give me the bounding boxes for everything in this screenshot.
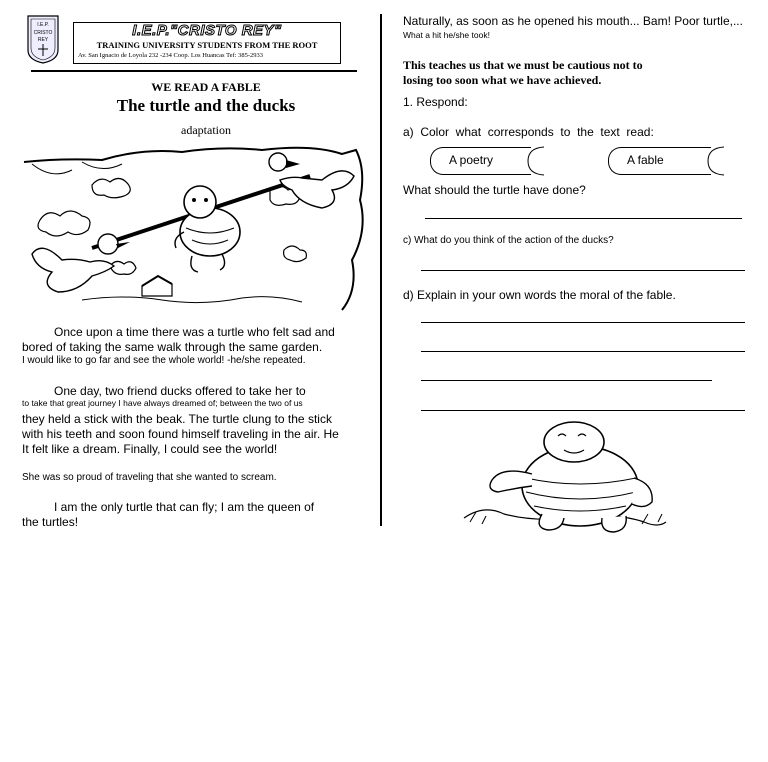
section-label: WE READ A FABLE: [151, 80, 261, 94]
para2-line4: with his teeth and soon found himself traveling in the air. He: [22, 427, 339, 441]
school-address: Av. San Ignacio de Loyola 232 -234 Coop. Los Huancas Tef: 385-2933: [78, 52, 263, 59]
question-b: What should the turtle have done?: [403, 183, 586, 197]
para2-line3: they held a stick with the beak. The turtle clung to the stick: [22, 412, 332, 426]
crest-text-3: REY: [37, 37, 49, 43]
choice-poetry-label: A poetry: [449, 153, 494, 167]
answer-line-b[interactable]: [425, 218, 742, 219]
turtle-ducks-illustration: [22, 140, 368, 312]
para2-line2: to take that great journey I have always dreamed of; between the two of us: [22, 398, 303, 408]
moral-line-2: losing too soon what we have achieved.: [403, 73, 602, 87]
school-motto: TRAINING UNIVERSITY STUDENTS FROM THE ROOT: [96, 40, 318, 50]
choice-fable-cap: [702, 146, 726, 176]
answer-line-c[interactable]: [421, 270, 745, 271]
para1-line2: bored of taking the same walk through the same garden.: [22, 340, 323, 354]
fable-title: The turtle and the ducks: [116, 96, 296, 115]
para1-line3: I would like to go far and see the whole world! -he/she repeated.: [22, 355, 306, 366]
crest-text-2: CRISTO: [33, 30, 53, 36]
moral-line-1: This teaches us that we must be cautious not to: [403, 58, 643, 72]
answer-line-d-3[interactable]: [421, 380, 712, 381]
para3: She was so proud of traveling that she wanted to scream.: [22, 472, 277, 483]
question-d: d) Explain in your own words the moral of the fable.: [403, 288, 676, 302]
question-c: c) What do you think of the action of the ducks?: [403, 235, 614, 246]
choice-poetry-cap: [522, 146, 546, 176]
para4-line2: the turtles!: [22, 515, 79, 529]
question-a: a) Color what corresponds to the text read:: [403, 125, 654, 139]
choice-fable[interactable]: [608, 147, 711, 175]
school-crest-logo: [26, 14, 60, 64]
fable-subtitle: adaptation: [181, 123, 231, 137]
story-continuation-2: What a hit he/she took!: [403, 30, 490, 40]
para2-line5: It felt like a dream. Finally, I could see the world!: [22, 442, 278, 456]
header-rule: [31, 70, 357, 72]
answer-line-d-2[interactable]: [421, 351, 745, 352]
para4-line1: I am the only turtle that can fly; I am the queen of: [54, 500, 315, 514]
story-continuation: Naturally, as soon as he opened his mouth... Bam! Poor turtle,...: [403, 14, 743, 28]
respond-heading: 1. Respond:: [403, 95, 468, 109]
answer-line-d-1[interactable]: [421, 322, 745, 323]
para1-line1: Once upon a time there was a turtle who felt sad and: [54, 325, 335, 339]
para2-line1: One day, two friend ducks offered to take her to: [54, 384, 306, 398]
choice-fable-label: A fable: [627, 153, 664, 167]
answer-line-d-4[interactable]: [421, 410, 745, 411]
choice-poetry[interactable]: [430, 147, 531, 175]
crest-text-1: I.E.P.: [37, 22, 49, 28]
sitting-turtle-drawing: [462, 418, 672, 538]
school-name: I.E.P."CRISTO REY": [132, 22, 282, 39]
